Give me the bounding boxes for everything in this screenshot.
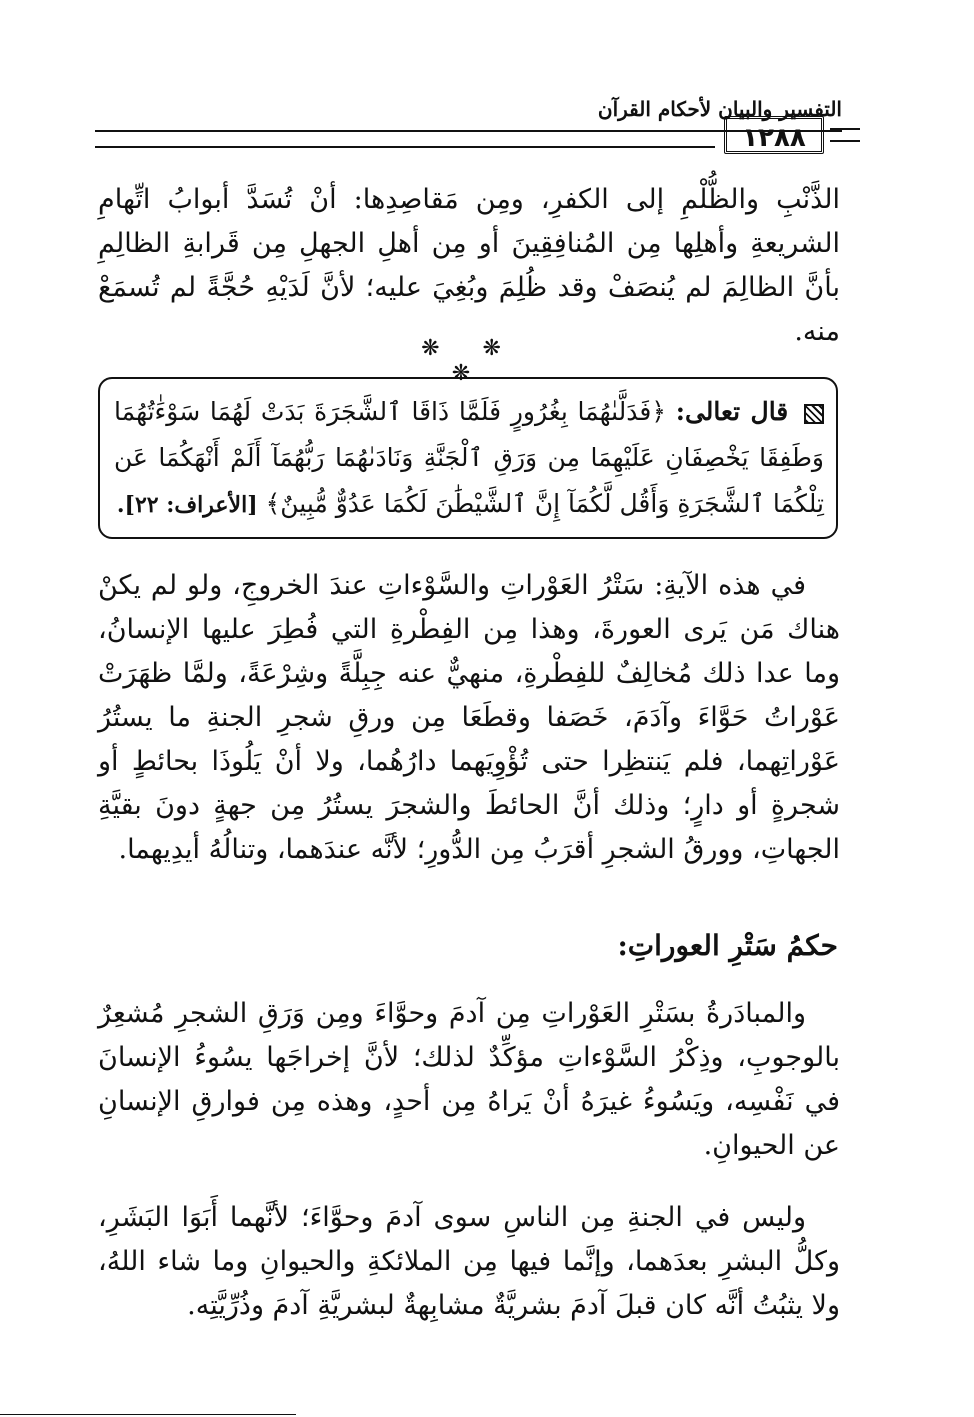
page-number: ١٢٨٨ xyxy=(724,116,824,154)
paragraph-paradise: وليس في الجنةِ مِن الناسِ سوى آدمَ وحوَّاءَ؛ لأنَّهما أَبَوَا البَشَرِ، وكلُّ البشرِ بعدَهما، وإنَّما فيها مِن الملائكةِ والحيوانِ وما شاء اللهُ، ولا يثبُتُ أنَّه كان قبلَ آدمَ بشريَّةٌ مشابِهةٌ لبشريَّةِ آدمَ وذُرِّيَّتِه. xyxy=(98,1202,840,1321)
paragraph-continuation: الذَّنْبِ والظُّلْمِ إلى الكفرِ، ومِن مَقاصِدِها: أنْ تُسَدَّ أبوابُ اتِّهامِ الشريعةِ وأهلِها مِن المُنافِقِينَ أو مِن أهلِ الجهلِ مِن قَرابةِ الظالِمِ بأنَّ الظالِمَ لم يُنصَفْ وقد ظُلِمَ وبُغِيَ عليه؛ لأنَّ لَدَيْهِ حُجَّةً لم تُسمَعْ منه. xyxy=(98,184,840,347)
section-heading: حكمُ سَتْرِ العوراتِ: xyxy=(617,929,838,962)
verse-marker-icon xyxy=(804,404,824,424)
header-rule-lower xyxy=(95,146,715,148)
verse-intro: قال تعالى: xyxy=(675,397,789,426)
paragraph-verse-commentary: في هذه الآيةِ: سَتْرُ العَوْراتِ والسَّوْءاتِ عندَ الخروجِ، ولو لم يكنْ هناك مَن يَرى العورةَ، وهذا مِن الفِطْرةِ التي فُطِرَ عليها الإنسانُ، وما عدا ذلك مُخالِفٌ للفِطْرةِ، منهيٌّ عنه جِبِلَّةً وشِرْعَةً، ولمَّا ظهَرَتْ عَوْراتُ حَوَّاءَ وآدَمَ، خَصَفا وقطَعَا مِن ورقِ شجرِ الجنةِ ما يستُرُ عَوْراتِهما، فلم يَنتظِرا حتى تُؤْوِيَهما دارُهُما، ولا أنْ يَلُوذَا بحائطٍ أو شجرةٍ أو دارٍ؛ وذلك أنَّ الحائطَ والشجرَ يستُرُ مِن جهةٍ دونَ بقيَّةِ الجهاتِ، وورقُ الشجرِ أقرَبُ مِن الدُّورِ؛ لأنَّه عندَهما، وتنالُهُ أيدِيهما. xyxy=(98,570,840,865)
paragraph-ruling: والمبادَرةُ بسَتْرِ العَوْراتِ مِن آدمَ وحوَّاءَ ومِن وَرَقِ الشجرِ مُشعِرٌ بالوجوبِ، وذِكْرُ السَّوْءاتِ مؤكِّدٌ لذلك؛ لأنَّ إخراجَها يسُوءُ الإنسانَ في نَفْسِه، ويَسُوءُ غيرَهُ أنْ يَراهُ مِن أحدٍ، وهذه مِن فوارقِ الإنسانِ عن الحيوانِ. xyxy=(98,998,840,1161)
verse-box xyxy=(98,377,838,539)
verse-paragraph xyxy=(114,389,824,528)
verse-text: ﴿فَدَلَّىٰهُمَا بِغُرُورٍ فَلَمَّا ذَاقَا ٱلشَّجَرَةَ بَدَتْ لَهُمَا سَوْءَٰتُهُمَا وَطَفِقَا يَخْصِفَانِ عَلَيْهِمَا مِن وَرَقِ ٱلْجَنَّةِ وَنَادَىٰهُمَا رَبُّهُمَآ أَلَمْ أَنْهَكُمَا عَن تِلْكُمَا ٱلشَّجَرَةِ وَأَقُل لَّكُمَآ إِنَّ ٱلشَّيْطَٰنَ لَكُمَا عَدُوٌّ مُّبِينٌ﴾ xyxy=(114,397,824,518)
verse-reference: [الأعراف: ٢٢]. xyxy=(116,492,258,518)
header-rule-ornament xyxy=(830,128,860,142)
section-separator: ❋ ❋ ❋ xyxy=(421,336,519,386)
running-title: التفسير والبيان لأحكام القرآن xyxy=(597,97,842,121)
footnote-rule xyxy=(0,1414,296,1415)
